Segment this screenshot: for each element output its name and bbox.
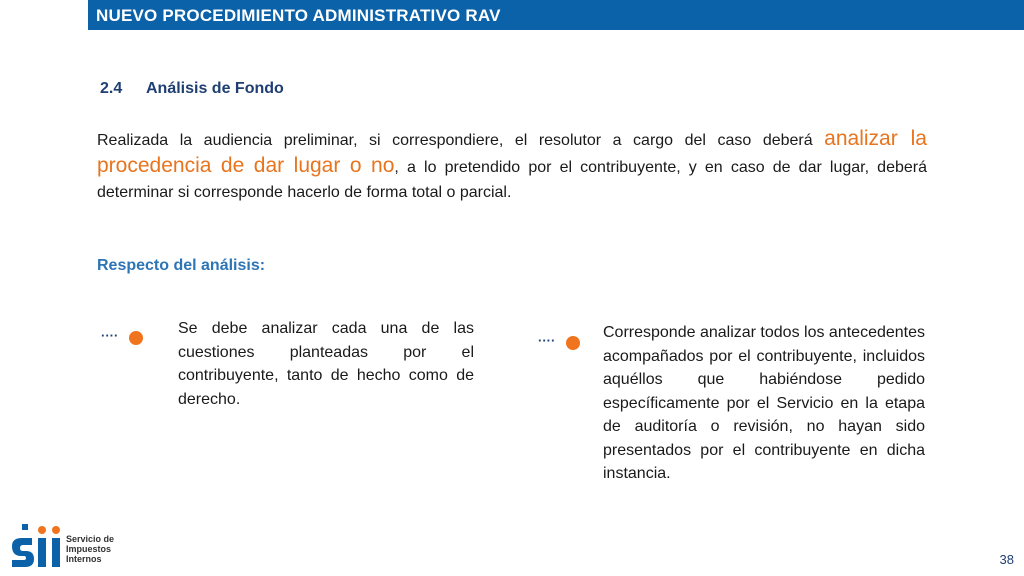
logo-line: Internos <box>66 554 102 564</box>
section-number: 2.4 <box>100 80 123 97</box>
section-heading <box>100 80 284 98</box>
logo-text <box>66 534 114 564</box>
intro-text-start: Realizada la audiencia preliminar, si correspondiere, el resolutor a cargo del caso deberá <box>97 132 825 149</box>
header-bar <box>88 0 1024 30</box>
subheading: Respecto del análisis: <box>97 257 266 274</box>
orange-dot-icon <box>566 336 580 350</box>
logo-line: Impuestos <box>66 544 112 554</box>
bullet-marker-icon <box>538 334 580 350</box>
logo-line: Servicio de <box>66 534 115 544</box>
intro-highlight: analizar la procedencia de dar lugar o no <box>97 127 927 177</box>
dotted-line-icon: ···· <box>101 328 119 343</box>
bullet-item: Corresponde analizar todos los antecedentes acompañados por el contribuyente, incluidos aquéllos que habiéndose pedido específicamente por el Servicio en la etapa de auditoría o revisión, no hayan sido presentados por el contribuyente en dicha instancia. <box>603 324 925 482</box>
bullet-marker-icon <box>101 329 143 345</box>
bullet-item: Se debe analizar cada una de las cuestiones planteadas por el contribuyente, tanto de hecho como de derecho. <box>178 320 474 408</box>
intro-paragraph <box>97 126 927 205</box>
dotted-line-icon: ···· <box>538 333 556 348</box>
intro-text-end: , a lo pretendido por el contribuyente, y en caso de dar lugar, deberá determinar si corresponde hacerlo de forma total o parcial. <box>97 159 928 201</box>
page-number: 38 <box>999 552 1014 567</box>
orange-dot-icon <box>129 331 143 345</box>
section-title: Análisis de Fondo <box>146 80 284 97</box>
slide-title: NUEVO PROCEDIMIENTO ADMINISTRATIVO RAV <box>96 6 501 25</box>
